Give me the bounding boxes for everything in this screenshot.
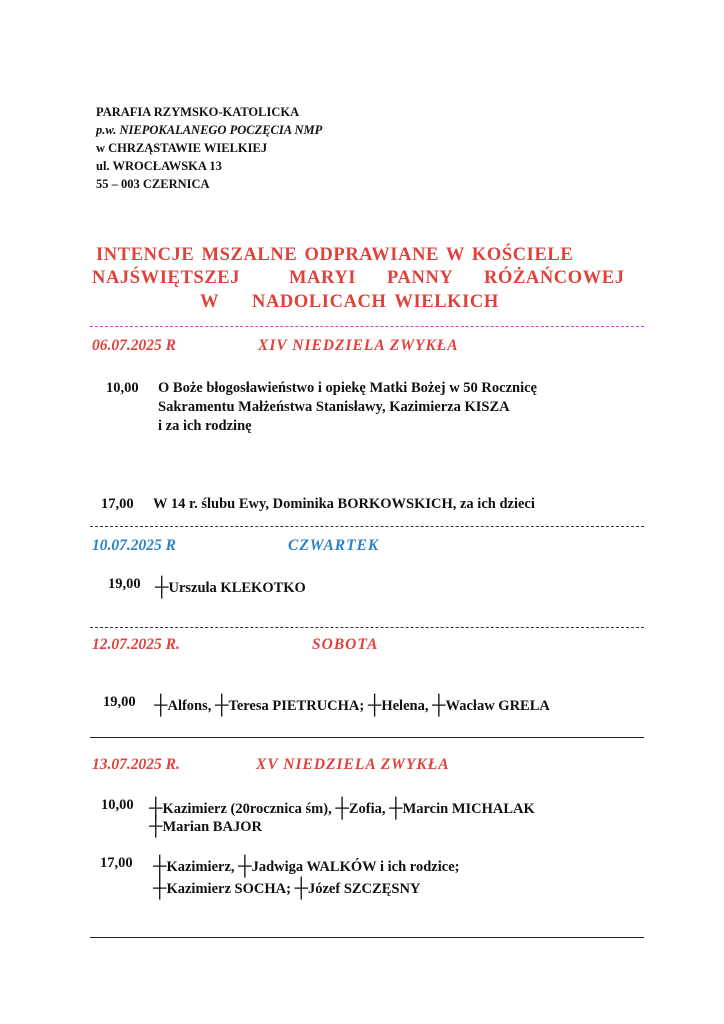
separator-line [90, 937, 644, 938]
document-title-line2a: NAJŚWIĘTSZEJ [92, 268, 241, 288]
cross-icon: ┼ [389, 798, 403, 819]
section-day: XIV NIEDZIELA ZWYKŁA [258, 337, 459, 354]
cross-icon: ┼ [294, 878, 308, 899]
section-day: SOBOTA [312, 636, 379, 653]
cross-icon: ┼ [432, 695, 446, 716]
section-date: 06.07.2025 R [92, 337, 176, 354]
cross-icon: ┼ [335, 798, 349, 819]
document-title-line1: INTENCJE MSZALNE ODPRAWIANE W KOŚCIELE [96, 245, 574, 265]
mass-intention-line: i za ich rodzinę [158, 418, 252, 434]
mass-intention-line: W 14 r. ślubu Ewy, Dominika BORKOWSKICH, za ich dzieci [153, 496, 535, 512]
section-date: 12.07.2025 R. [92, 636, 180, 653]
mass-time: 10,00 [101, 797, 134, 813]
mass-intention-line: O Boże błogosławieństwo i opiekę Matki Bożej w 50 Rocznicę [158, 380, 537, 396]
document-title-line2d: RÓŻAŃCOWEJ [484, 268, 625, 288]
mass-time: 19,00 [103, 694, 136, 710]
parish-name: PARAFIA RZYMSKO-KATOLICKA [96, 105, 300, 119]
mass-intention-line: ┼Marian BAJOR [149, 816, 262, 837]
cross-icon: ┼ [153, 856, 167, 877]
section-day: CZWARTEK [288, 537, 380, 554]
cross-icon: ┼ [215, 695, 229, 716]
cross-icon: ┼ [367, 695, 382, 716]
mass-time: 10,00 [106, 380, 139, 396]
document-title-line3a: W [200, 292, 220, 312]
mass-time: 17,00 [100, 855, 133, 871]
mass-intention-line: Sakramentu Małżeństwa Stanisławy, Kazimierza KISZA [158, 399, 510, 415]
separator-line [90, 526, 644, 527]
section-date: 13.07.2025 R. [92, 756, 180, 773]
mass-time: 19,00 [108, 576, 141, 592]
mass-time: 17,00 [101, 496, 134, 512]
mass-intention-line: ┼Kazimierz SOCHA; ┼Józef SZCZĘSNY [153, 878, 421, 899]
separator-line [90, 326, 644, 327]
cross-icon: ┼ [155, 577, 169, 598]
cross-icon: ┼ [238, 856, 252, 877]
cross-icon: ┼ [154, 695, 168, 716]
section-date: 10.07.2025 R [92, 537, 176, 554]
parish-street: ul. WROCŁAWSKA 13 [96, 159, 222, 173]
cross-icon: ┼ [149, 816, 163, 837]
document-title-line2b: MARYI [289, 268, 357, 288]
mass-intention-line: ┼Kazimierz (20rocznica śm), ┼Zofia, ┼Marcin MICHALAK [149, 798, 535, 819]
document-title-line3b: NADOLICACH WIELKICH [252, 292, 499, 312]
parish-location: w CHRZĄSTAWIE WIELKIEJ [96, 141, 268, 155]
parish-dedication: p.w. NIEPOKALANEGO POCZĘCIA NMP [96, 123, 323, 137]
separator-line [90, 737, 644, 738]
mass-intention-line: ┼Kazimierz, ┼Jadwiga WALKÓW i ich rodzice; [153, 856, 460, 877]
mass-intention-line: ┼Urszula KLEKOTKO [155, 577, 306, 598]
mass-intention-line: ┼Alfons, ┼Teresa PIETRUCHA; ┼Helena, ┼Wacław GRELA [154, 695, 550, 716]
parish-postal: 55 – 003 CZERNICA [96, 177, 210, 191]
cross-icon: ┼ [149, 798, 163, 819]
cross-icon: ┼ [153, 878, 167, 899]
section-day: XV NIEDZIELA ZWYKŁA [256, 756, 450, 773]
document-title-line2c: PANNY [387, 268, 454, 288]
separator-line [90, 627, 644, 628]
